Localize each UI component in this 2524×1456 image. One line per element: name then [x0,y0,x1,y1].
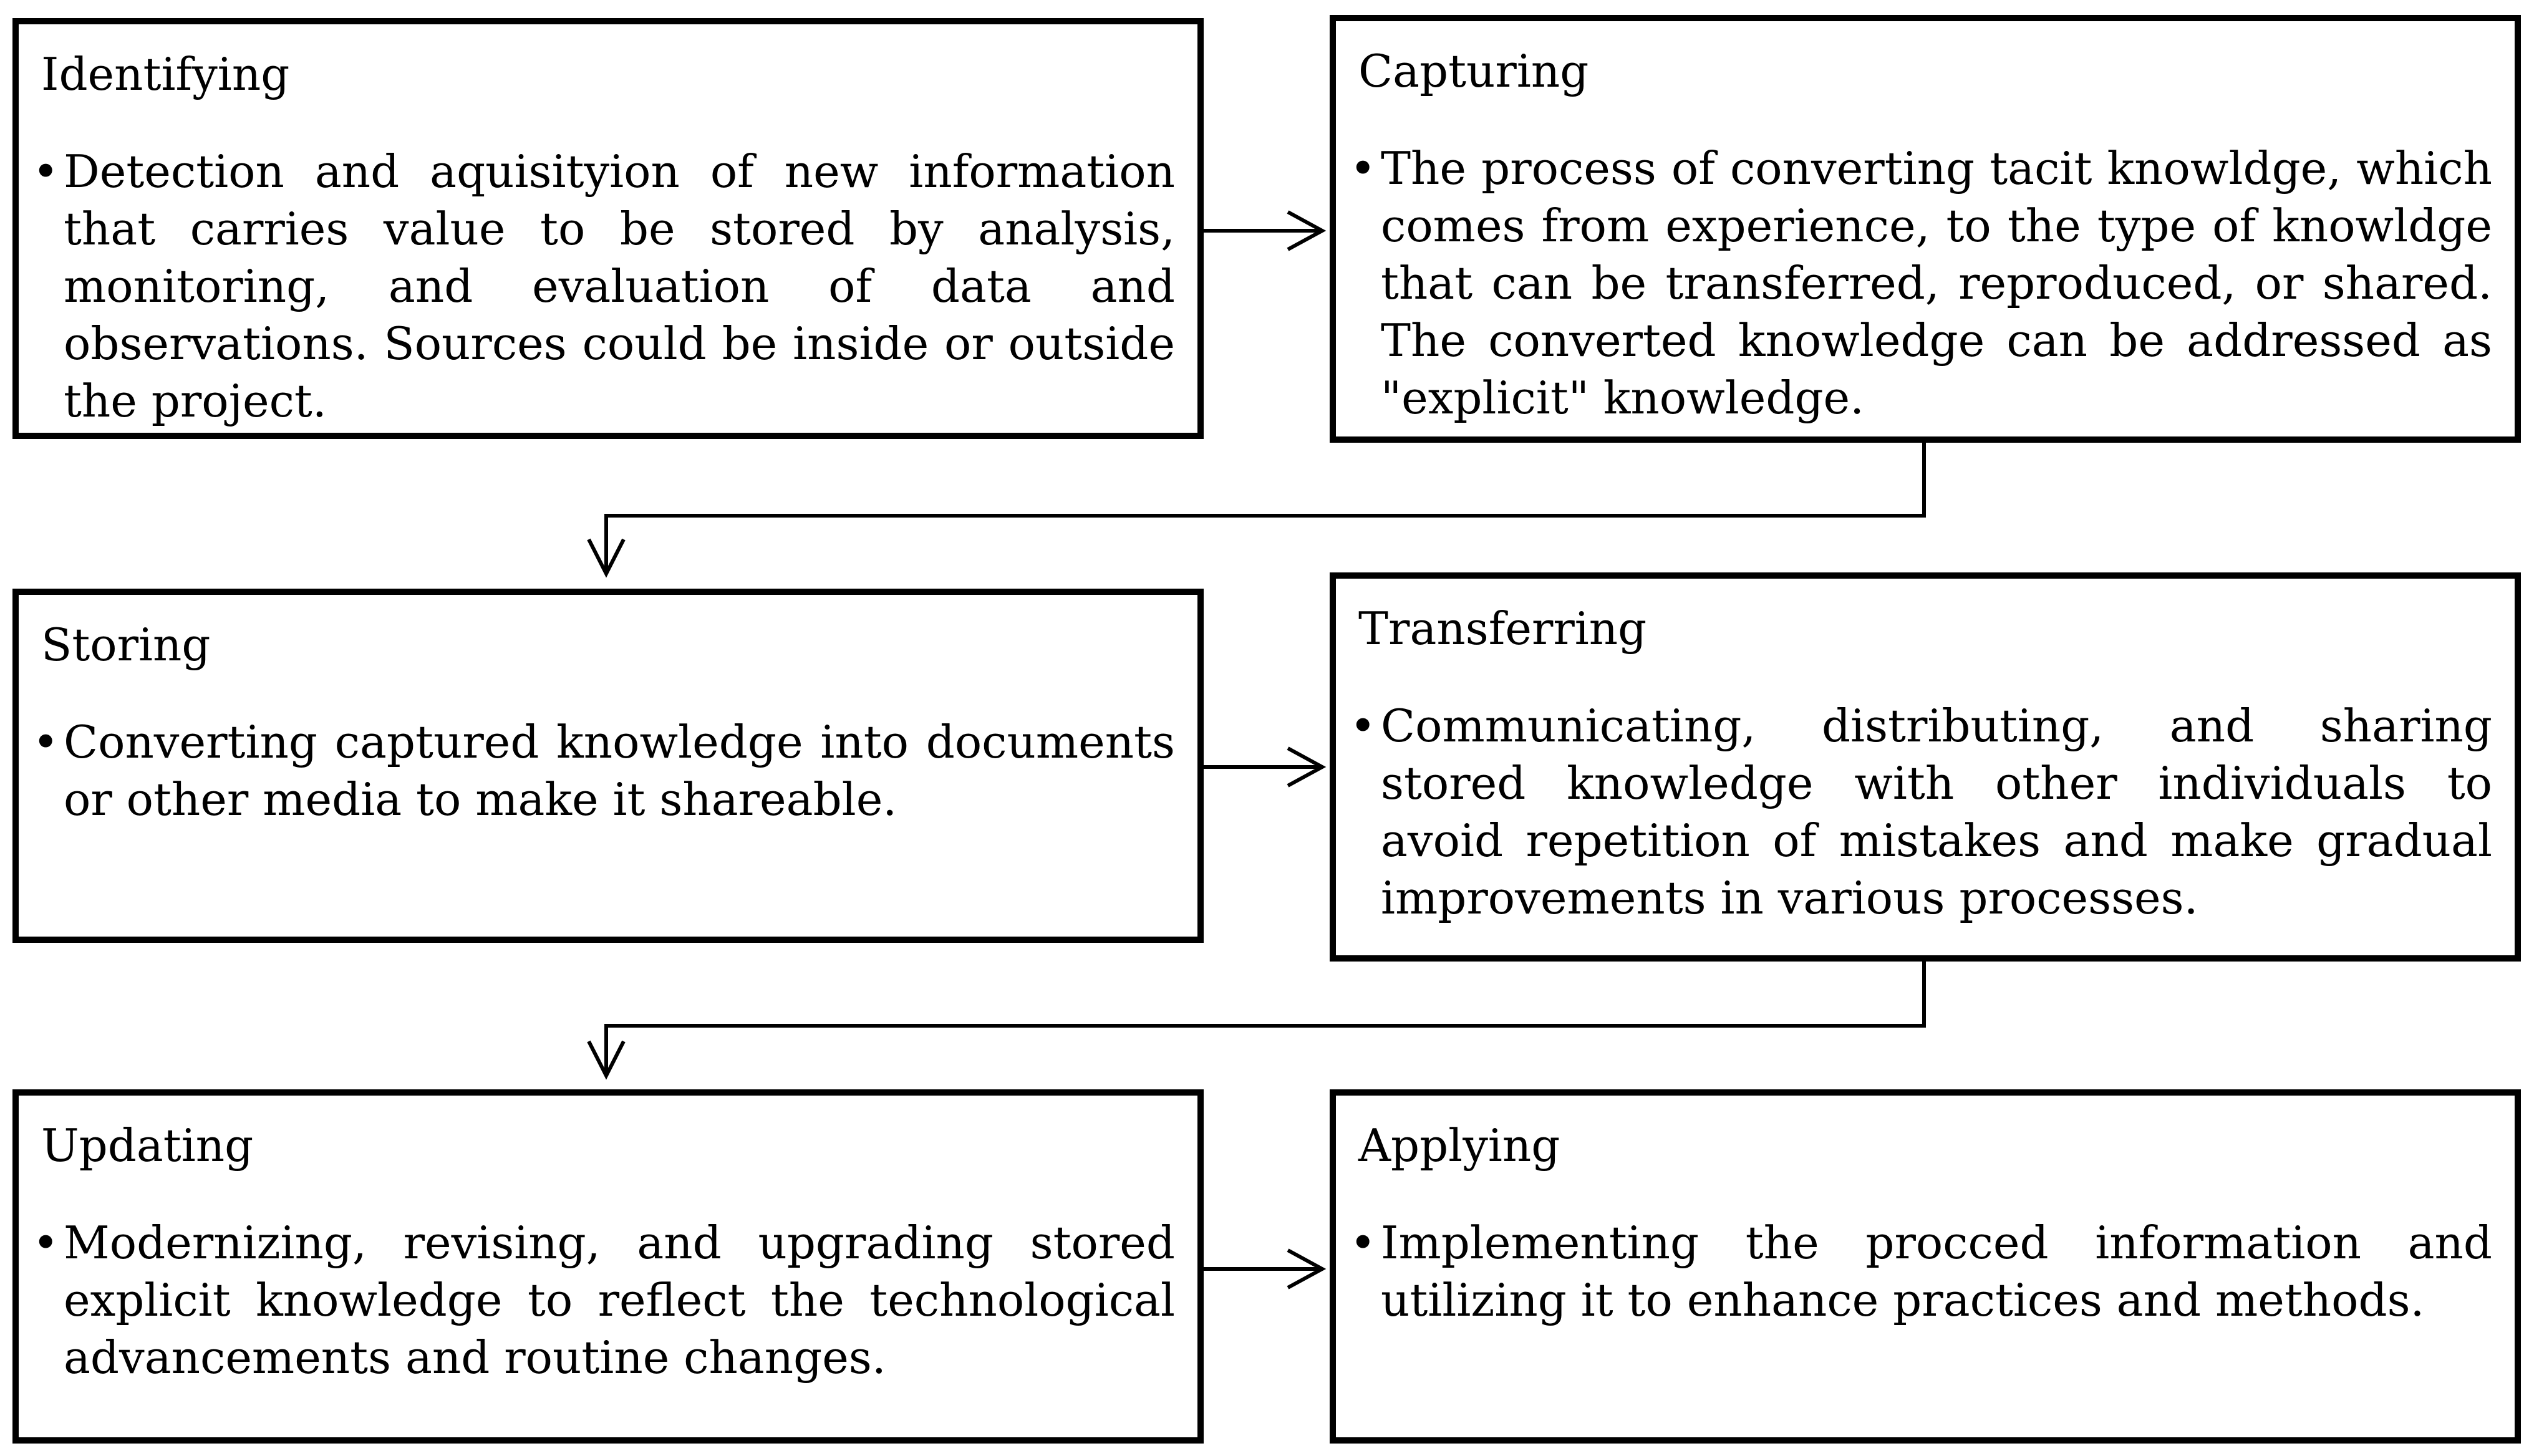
bullet-icon: • [32,716,59,768]
step-description-text: The process of converting tacit knowldge, which comes from experience, to the type of knowldge that can be transferred, reproduced, or shared. The converted knowledge can be addressed as "explicit" knowledge. [1381,142,2492,424]
step-box-capturing [1330,15,2521,443]
bullet-icon: • [1350,1217,1376,1269]
step-description [32,143,1175,430]
step-box-transferring [1330,572,2521,962]
bullet-icon: • [1350,700,1376,752]
arrow-updating-to-applying [1204,1250,1322,1288]
step-title: Applying [1358,1119,1560,1172]
step-box-applying [1330,1089,2521,1444]
step-title: Storing [41,619,211,671]
step-title: Updating [41,1119,254,1172]
step-description [32,713,1175,828]
step-description-text: Detection and aquisityion of new information that carries value to be stored by analysis, monitoring, and evaluation of data and observations. Sources could be inside or outside the project. [64,145,1175,427]
step-description-text: Communicating, distributing, and sharing stored knowledge with other individuals to avoid repetition of mistakes and make gradual improvements in various processes. [1381,700,2492,924]
arrow-capturing-to-storing [589,443,1924,574]
bullet-icon: • [32,1217,59,1269]
step-title: Transferring [1358,602,1647,655]
step-description-text: Implementing the procced information and utilizing it to enhance practices and methods. [1381,1217,2492,1326]
arrow-identifying-to-capturing [1204,212,1322,249]
arrow-storing-to-transferring [1204,748,1322,786]
step-description [32,1214,1175,1386]
step-description-text: Converting captured knowledge into documents or other media to make it shareable. [64,716,1175,826]
step-box-identifying [12,18,1204,439]
bullet-icon: • [1350,142,1376,195]
step-description-text: Modernizing, revising, and upgrading stored explicit knowledge to reflect the technological advancements and routine changes. [64,1217,1175,1384]
arrow-transferring-to-updating [589,962,1924,1076]
bullet-icon: • [32,145,59,198]
step-description [1350,140,2492,427]
step-description [1350,1214,2492,1329]
step-title: Identifying [41,48,290,100]
step-box-storing [12,589,1204,943]
step-description [1350,697,2492,927]
step-title: Capturing [1358,45,1589,97]
step-box-updating [12,1089,1204,1444]
